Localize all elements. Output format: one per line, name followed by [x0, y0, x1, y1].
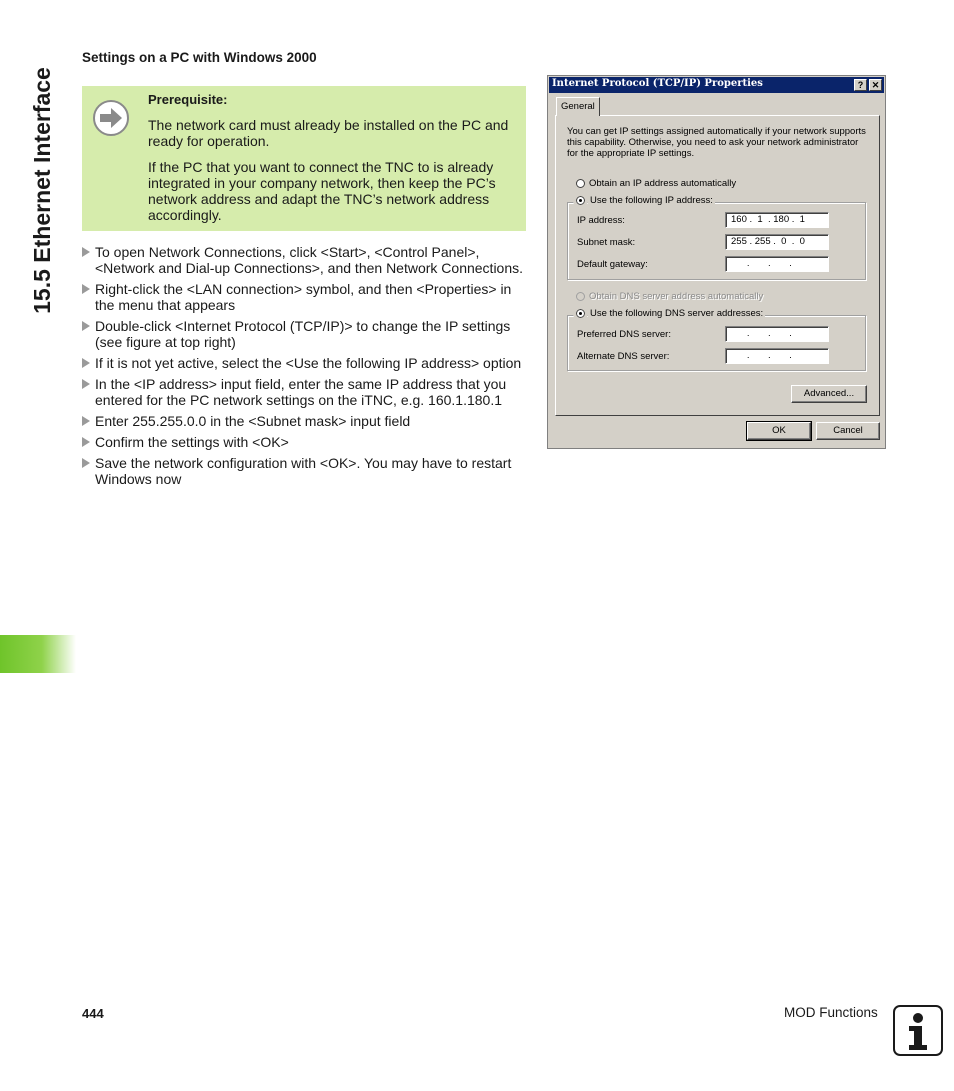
use-following-dns-label[interactable]: Use the following DNS server addresses: [590, 308, 764, 319]
obtain-ip-auto-label[interactable]: Obtain an IP address automatically [589, 178, 737, 189]
footer-section-name: MOD Functions [784, 1005, 878, 1020]
ip-address-label: IP address: [577, 215, 625, 226]
preferred-dns-input[interactable]: . . . [725, 326, 829, 342]
obtain-ip-auto-radio[interactable] [576, 179, 585, 188]
default-gateway-label: Default gateway: [577, 259, 648, 270]
step-item: Enter 255.255.0.0 in the <Subnet mask> input field [82, 413, 526, 429]
chapter-tab-marker [0, 635, 76, 673]
use-following-ip-radio[interactable] [576, 196, 585, 205]
step-item: If it is not yet active, select the <Use the following IP address> option [82, 355, 526, 371]
subnet-mask-input[interactable]: 255 . 255 . 0 . 0 [725, 234, 829, 250]
tab-general[interactable] [556, 97, 600, 116]
ok-button[interactable]: OK [747, 422, 811, 440]
note-paragraph: The network card must already be installed on the PC and ready for operation. [148, 117, 509, 149]
note-title: Prerequisite: [148, 92, 228, 107]
dialog-titlebar[interactable] [549, 77, 884, 93]
arrow-right-circle-icon [92, 99, 130, 137]
ip-address-input[interactable]: 160 . 1 . 180 . 1 [725, 212, 829, 228]
obtain-dns-auto-label[interactable]: Obtain DNS server address automatically [589, 291, 764, 302]
instruction-steps [82, 244, 526, 492]
step-item: In the <IP address> input field, enter the same IP address that you entered for the PC network settings on the iTNC, e.g. 160.1.180.1 [82, 376, 526, 408]
tcpip-properties-dialog [547, 75, 886, 449]
step-item: Confirm the settings with <OK> [82, 434, 526, 450]
advanced-button[interactable]: Advanced... [791, 385, 867, 403]
prerequisite-note [82, 86, 526, 231]
tab-general-label: General [561, 101, 595, 112]
cancel-button[interactable]: Cancel [816, 422, 880, 440]
dialog-title: Internet Protocol (TCP/IP) Properties [552, 78, 763, 89]
default-gateway-input[interactable]: . . . [725, 256, 829, 272]
use-following-dns-radio[interactable] [576, 309, 585, 318]
note-paragraph: If the PC that you want to connect the TNC to is already integrated in your company network, then keep the PC’s network address and adapt the TNC’s network address accordingly. [148, 159, 496, 223]
section-heading: Settings on a PC with Windows 2000 [82, 50, 317, 65]
step-item: Save the network configuration with <OK>. You may have to restart Windows now [82, 455, 526, 487]
alternate-dns-label: Alternate DNS server: [577, 351, 670, 362]
preferred-dns-label: Preferred DNS server: [577, 329, 671, 340]
dialog-intro-text: You can get IP settings assigned automatically if your network supports this capability. Otherwise, you need to ask your network administrator for the appropriate IP settings. [567, 126, 866, 159]
close-button[interactable]: ✕ [869, 79, 882, 91]
page-number: 444 [82, 1006, 104, 1021]
help-button[interactable]: ? [854, 79, 867, 91]
alternate-dns-input[interactable]: . . . [725, 348, 829, 364]
info-icon [893, 1005, 943, 1056]
subnet-mask-label: Subnet mask: [577, 237, 636, 248]
step-item: To open Network Connections, click <Start>, <Control Panel>, <Network and Dial-up Connections>, and then Network Connections. [82, 244, 526, 276]
chapter-side-title [22, 52, 62, 328]
use-following-ip-label[interactable]: Use the following IP address: [590, 195, 713, 206]
chapter-title-text: 15.5 Ethernet Interface [28, 66, 55, 314]
obtain-dns-auto-radio[interactable] [576, 292, 585, 301]
info-glyph-icon [895, 1007, 941, 1054]
step-item: Double-click <Internet Protocol (TCP/IP)> to change the IP settings (see figure at top right) [82, 318, 526, 350]
step-item: Right-click the <LAN connection> symbol, and then <Properties> in the menu that appears [82, 281, 526, 313]
